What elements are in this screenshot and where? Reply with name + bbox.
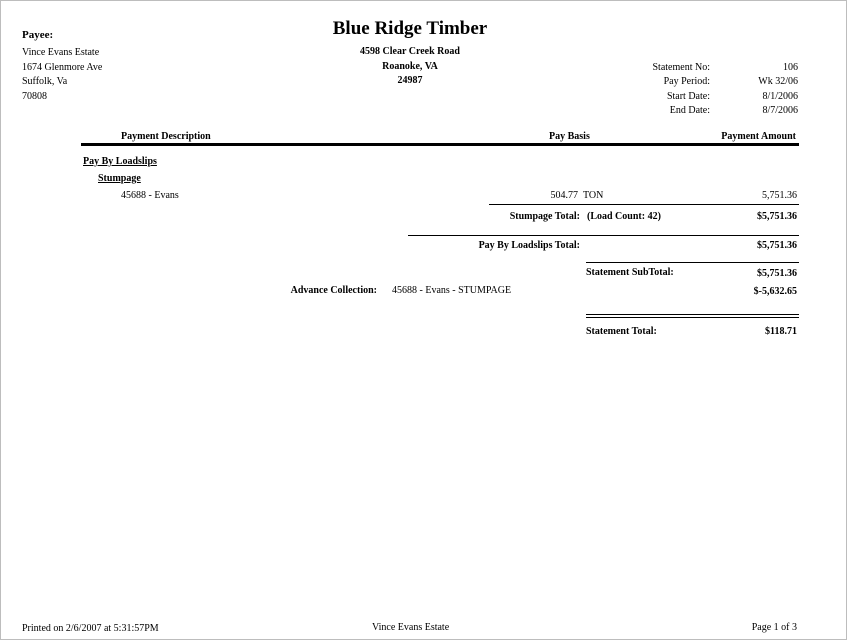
line-item-unit: TON (583, 190, 604, 201)
subgroup-heading: Stumpage (98, 173, 141, 184)
statement-total-rule-bottom (586, 317, 799, 318)
advance-collection-amount: $-5,632.65 (753, 286, 797, 297)
column-header-description: Payment Description (121, 131, 211, 142)
start-date-value: 8/1/2006 (762, 91, 798, 102)
column-header-amount: Payment Amount (721, 131, 796, 142)
company-name: Blue Ridge Timber (332, 18, 488, 39)
payee-zip: 70808 (22, 91, 47, 102)
subtotal-rule (586, 262, 799, 263)
subtotal-label: Statement SubTotal: (586, 267, 674, 278)
footer-printed-on: Printed on 2/6/2007 at 5:31:57PM (22, 623, 159, 634)
advance-collection-label: Advance Collection: (290, 285, 377, 296)
loadslips-total-label: Pay By Loadslips Total: (478, 240, 580, 251)
statement-total-rule-top (586, 314, 799, 315)
footer-page-number: Page 1 of 3 (751, 622, 797, 633)
stumpage-total-label: Stumpage Total: (509, 211, 580, 222)
loadslips-total-rule (408, 235, 799, 236)
start-date-label: Start Date: (666, 91, 710, 102)
payee-heading: Payee: (22, 29, 54, 41)
column-header-basis: Pay Basis (549, 131, 590, 142)
stumpage-total-value: $5,751.36 (757, 211, 797, 222)
pay-period-label: Pay Period: (663, 76, 710, 87)
advance-collection-description: 45688 - Evans - STUMPAGE (392, 285, 512, 296)
statement-no-label: Statement No: (652, 62, 710, 73)
pay-period-value: Wk 32/06 (758, 76, 798, 87)
end-date-value: 8/7/2006 (762, 105, 798, 116)
end-date-label: End Date: (669, 105, 710, 116)
loadslips-total-value: $5,751.36 (757, 240, 797, 251)
header-rule (81, 143, 799, 146)
payee-street: 1674 Glenmore Ave (22, 62, 103, 73)
company-zip: 24987 (397, 75, 423, 86)
company-address-line1: 4598 Clear Creek Road (360, 46, 460, 57)
subtotal-value: $5,751.36 (757, 268, 797, 279)
load-count: (Load Count: 42) (587, 211, 661, 222)
line-item-quantity: 504.77 (550, 190, 578, 201)
payee-name: Vince Evans Estate (22, 47, 100, 58)
payee-city: Suffolk, Va (22, 76, 68, 87)
stumpage-total-rule (489, 204, 799, 205)
footer-payee: Vince Evans Estate (372, 622, 450, 633)
group-heading: Pay By Loadslips (83, 156, 157, 167)
statement-no-value: 106 (783, 62, 798, 73)
statement-total-value: $118.71 (765, 326, 797, 337)
line-item-amount: 5,751.36 (762, 190, 797, 201)
company-address-line2: Roanoke, VA (382, 61, 438, 72)
line-item-description: 45688 - Evans (121, 190, 179, 201)
statement-total-label: Statement Total: (586, 326, 657, 337)
